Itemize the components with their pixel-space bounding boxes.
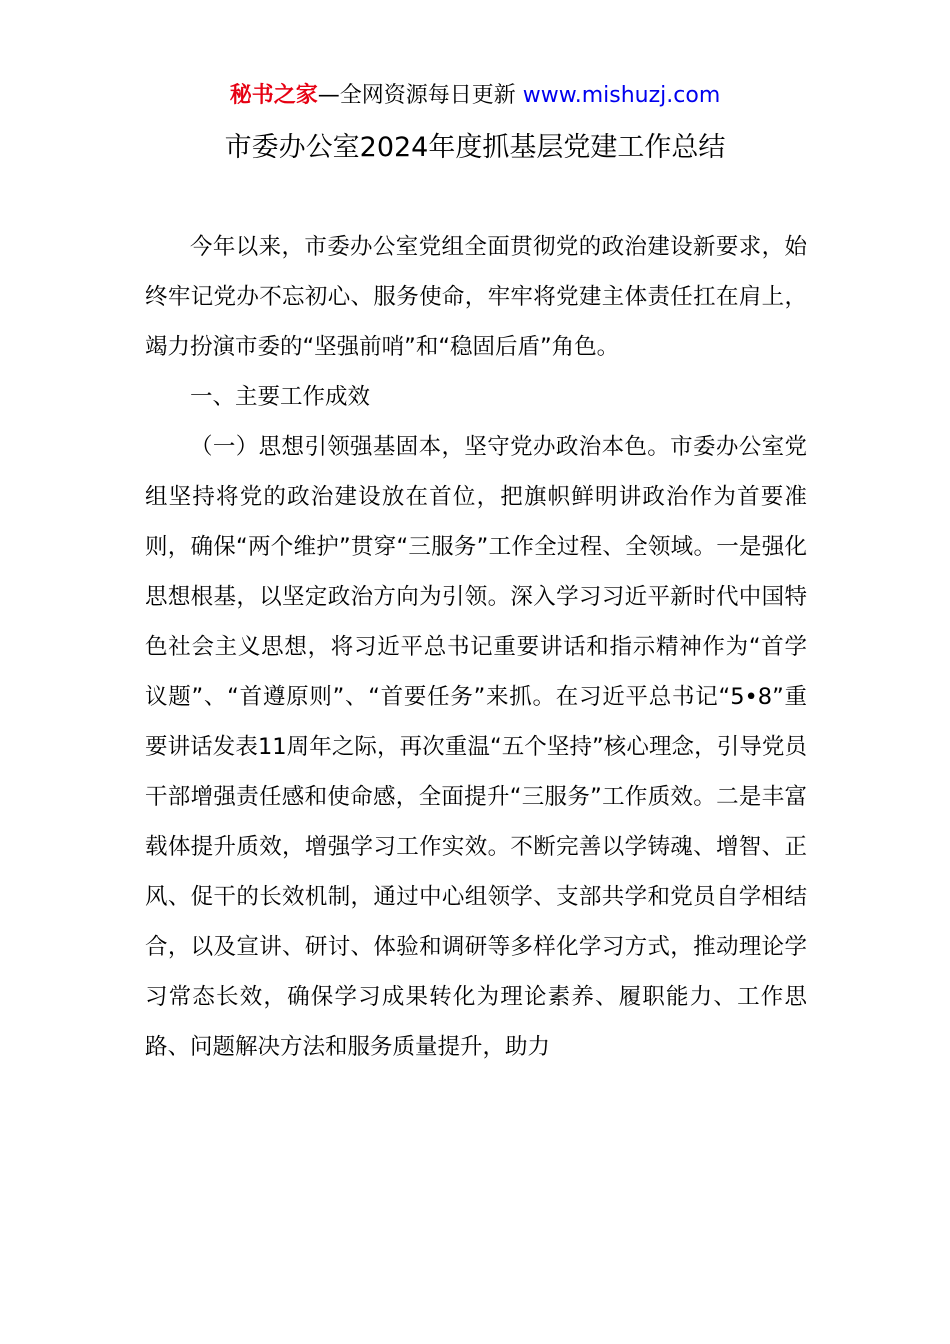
intro-paragraph: 今年以来，市委办公室党组全面贯彻党的政治建设新要求，始终牢记党办不忘初心、服务使命，牢牢将党建主体责任扛在肩上，竭力扮演市委的“坚强前哨”和“稳固后盾”角色。 bbox=[145, 234, 807, 360]
body-paragraph: （一）思想引领强基固本，坚守党办政治本色。市委办公室党组坚持将党的政治建设放在首位，把旗帜鲜明讲政治作为首要准则，确保“两个维护”贯穿“三服务”工作全过程、全领域。一是强化思想根基，以坚定政治方向为引领。深入学习习近平新时代中国特色社会主义思想，将习近平总书记重要讲话和指示精神作为“首学议题”、“首遵原则”、“首要任务”来抓。在习近平总书记“5•8”重要讲话发表11周年之际，再次重温“五个坚持”核心理念，引导党员干部增强责任感和使命感，全面提升“三服务”工作质效。二是丰富载体提升质效，增强学习工作实效。不断完善以学铸魂、增智、正风、促干的长效机制，通过中心组领学、支部共学和党员自学相结合，以及宣讲、研讨、体验和调研等多样化学习方式，推动理论学习常态长效，确保学习成果转化为理论素养、履职能力、工作思路、问题解决方法和服务质量提升，助力 bbox=[145, 434, 807, 1060]
site-link[interactable]: www.mishuzj.com bbox=[522, 83, 721, 108]
site-header bbox=[0, 80, 950, 112]
brand-name: 秘书之家 bbox=[229, 83, 318, 108]
section-heading: 一、主要工作成效 bbox=[190, 384, 371, 410]
document-title: 市委办公室2024年度抓基层党建工作总结 bbox=[224, 132, 726, 163]
document-body bbox=[145, 222, 807, 1072]
header-tagline: —全网资源每日更新 bbox=[317, 83, 523, 108]
